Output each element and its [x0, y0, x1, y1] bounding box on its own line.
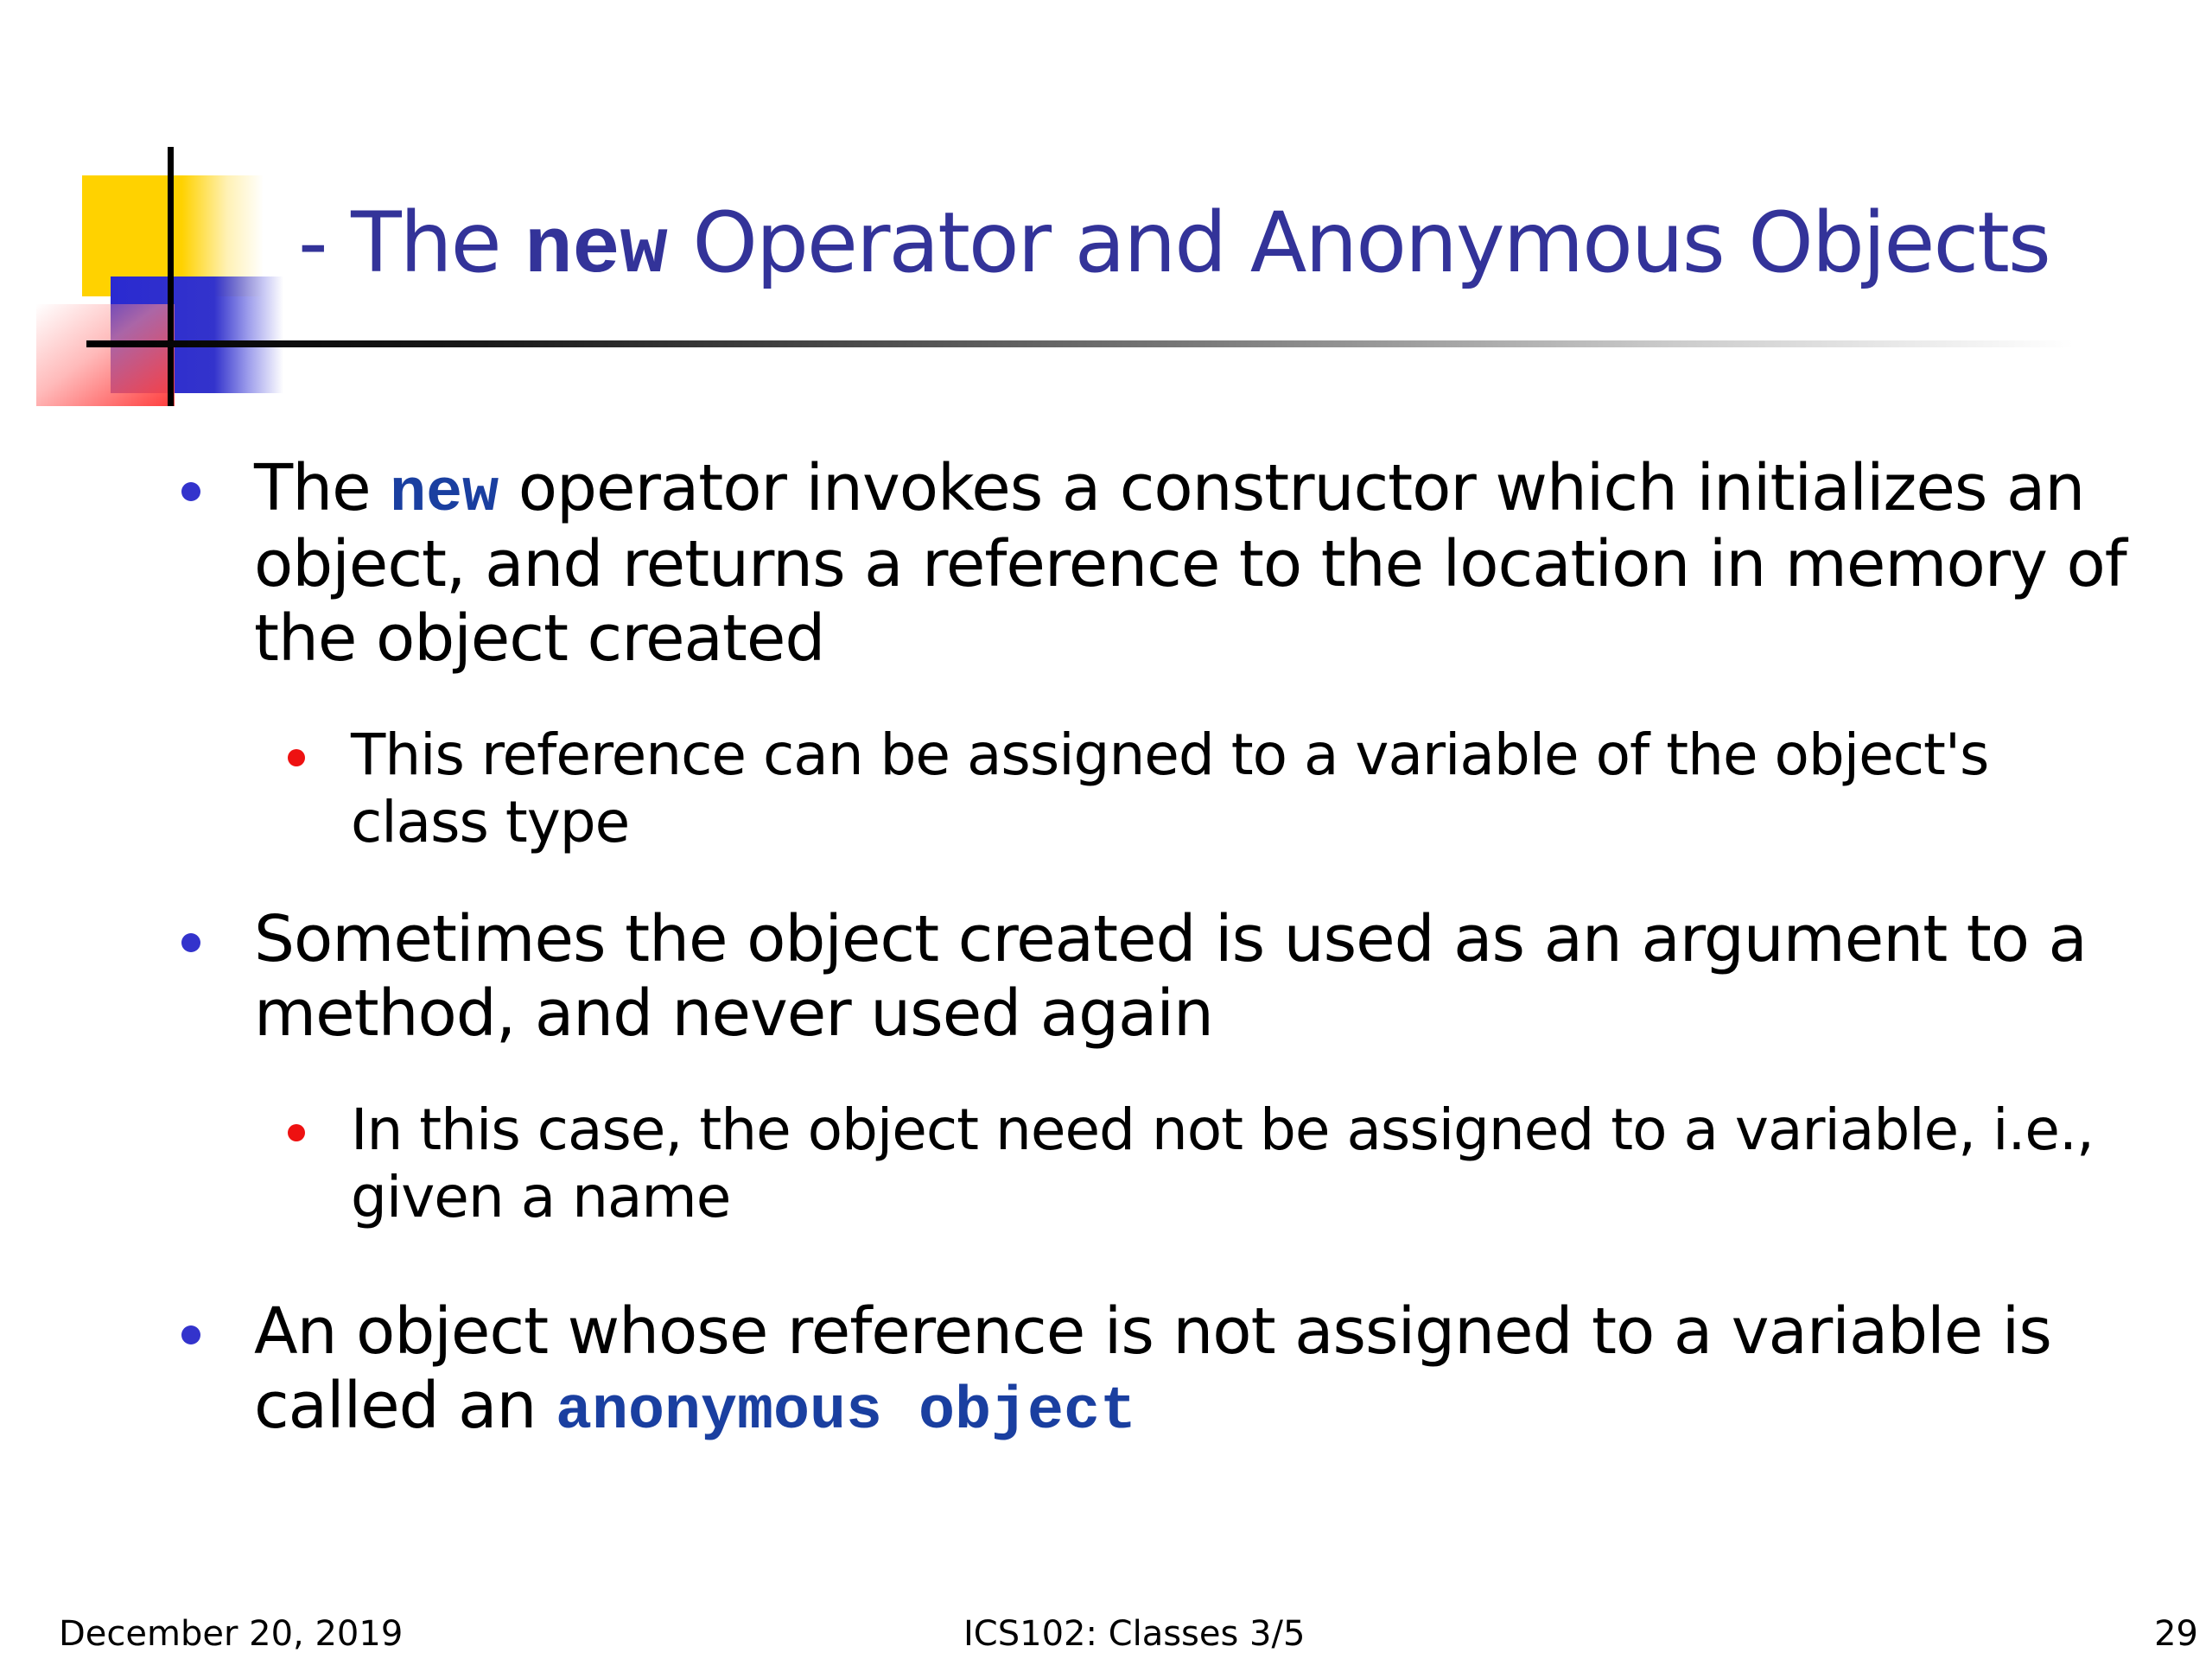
title-code-keyword: new — [524, 205, 668, 296]
title-underline-rule — [86, 340, 2074, 347]
logo-red-square — [36, 304, 175, 406]
bullet-text: operator invokes a constructor which initializes an — [499, 451, 2085, 525]
sub-bullet-2-line-2: given a name — [351, 1164, 731, 1230]
bullet-1-line-3: the object created — [254, 601, 825, 676]
logo-vertical-line — [168, 147, 174, 406]
footer-course-title: ICS102: Classes 3/5 — [963, 1614, 1306, 1654]
bullet-dot — [181, 482, 200, 501]
footer-date: December 20, 2019 — [59, 1614, 404, 1654]
bullet-dot — [181, 933, 200, 952]
sub-bullet-dot — [288, 1124, 305, 1141]
bullet-text: The — [254, 451, 391, 525]
title-suffix: Operator and Anonymous Objects — [667, 194, 2050, 291]
title-prefix: - The — [298, 194, 525, 291]
bullet-1-line-1 — [254, 451, 2084, 532]
footer-page-number: 29 — [2154, 1614, 2198, 1654]
bullet-3-line-1: An object whose reference is not assigned to a variable is — [254, 1294, 2051, 1369]
sub-bullet-1-line-1: This reference can be assigned to a variable of the object's — [351, 721, 1989, 788]
bullet-2-line-1: Sometimes the object created is used as an argument to a — [254, 902, 2087, 976]
bullet-2-line-2: method, and never used again — [254, 976, 1213, 1051]
inline-code-anonymous-object: anonymous object — [555, 1378, 1137, 1446]
bullet-dot — [181, 1325, 200, 1344]
inline-code-new: new — [390, 461, 499, 529]
bullet-3-line-2 — [254, 1369, 1136, 1450]
bullet-text: called an — [254, 1369, 556, 1443]
sub-bullet-2-line-1: In this case, the object need not be assigned to a variable, i.e., — [351, 1096, 2094, 1163]
slide-logo-decoration — [0, 0, 294, 415]
sub-bullet-dot — [288, 749, 305, 766]
bullet-1-line-2: object, and returns a reference to the location in memory of — [254, 527, 2126, 601]
sub-bullet-1-line-2: class type — [351, 789, 630, 855]
slide-title — [298, 194, 2050, 296]
